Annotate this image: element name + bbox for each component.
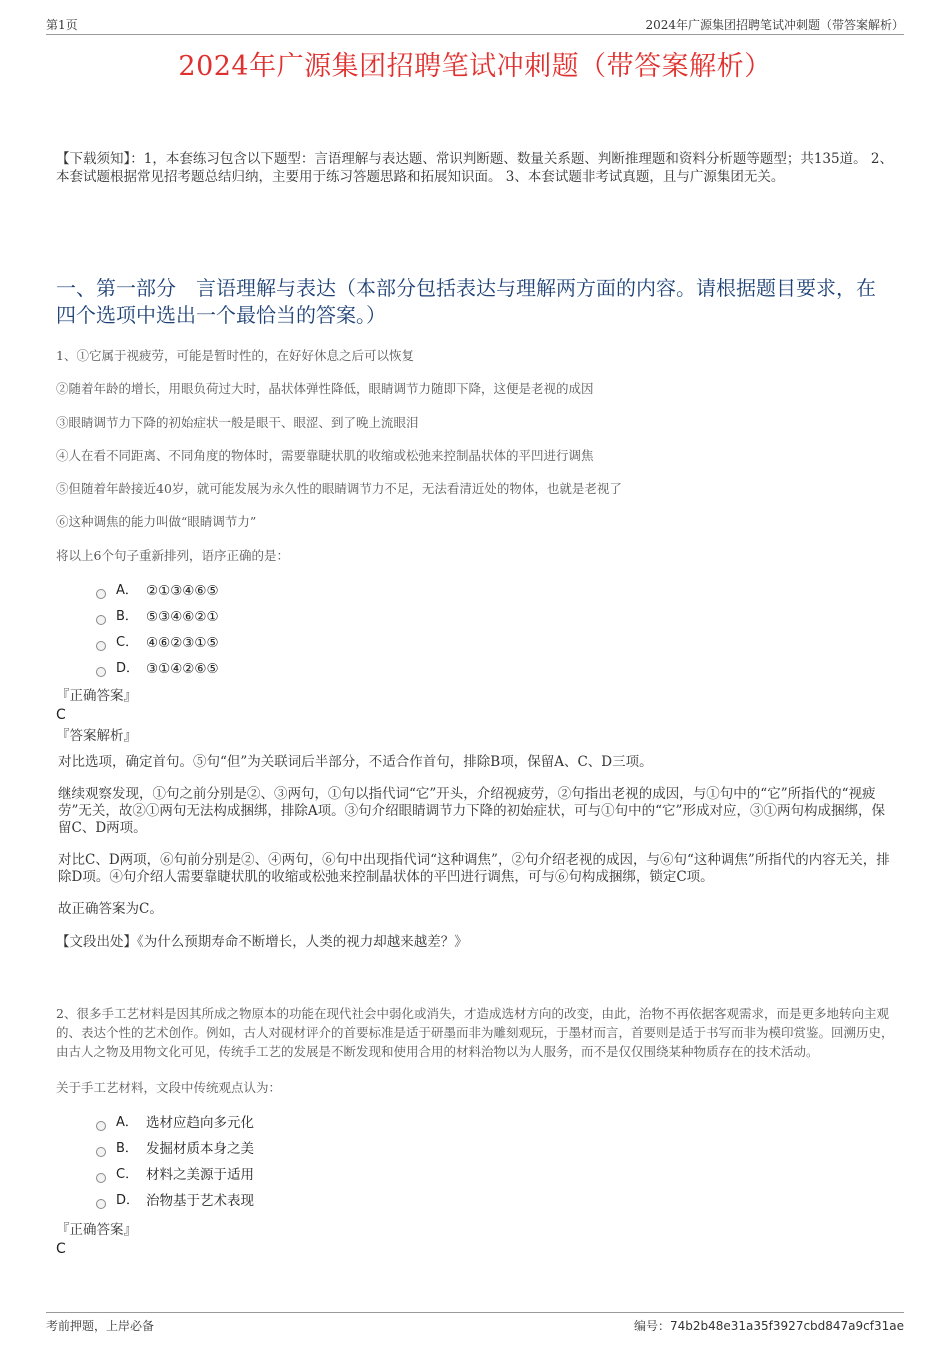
option-letter: B．: [116, 608, 138, 624]
option-text: 材料之美源于适用: [146, 1167, 254, 1183]
radio-button[interactable]: [96, 615, 106, 625]
answer-label: 『正确答案』: [56, 1222, 137, 1238]
question-1-line: ③眼睛调节力下降的初始症状一般是眼干、眼涩、到了晚上流眼泪: [56, 414, 419, 430]
option-letter: D．: [116, 660, 140, 676]
option-text: ②①③④⑥⑤: [146, 582, 219, 599]
section-title: 一、第一部分 言语理解与表达（本部分包括表达与理解两方面的内容。请根据题目要求，在四个选项中选出一个最恰当的答案。）: [56, 276, 876, 327]
option-text: 选材应趋向多元化: [146, 1115, 254, 1131]
option-a[interactable]: [96, 578, 894, 604]
option-d[interactable]: [96, 656, 894, 682]
footer-slogan: 考前押题，上岸必备: [46, 1319, 155, 1333]
option-letter: C．: [116, 634, 139, 650]
footer-code-label: 编号：: [633, 1319, 670, 1333]
question-2-options: [96, 1110, 894, 1214]
radio-button[interactable]: [96, 1199, 106, 1209]
question-2-passage: 2、很多手工艺材料是因其所成之物原本的功能在现代社会中弱化或消失，才造成选材方向的改变，由此，治物不再依据客观需求，而是更多地转向主观的、表达个性的艺术创作。例如，古人对砚材评介的首要标准是适于研墨而非为雕刻观玩，于墨材而言，首要则是适于书写而非为模印赏鉴。回溯历史，由古人之物及用物文化可见，传统手工艺的发展是不断发现和使用合用的材料治物以为人服务，而不是仅仅围绕某种物质存在的技术活动。: [56, 1006, 894, 1059]
answer-label: 『正确答案』: [56, 687, 137, 704]
question-2: [56, 1004, 894, 1258]
footer-code: [634, 1317, 904, 1334]
option-text: ⑤③④⑥②①: [146, 608, 219, 625]
option-letter: B．: [116, 1141, 138, 1156]
page-number: 第1页: [46, 18, 78, 32]
radio-button[interactable]: [96, 1147, 106, 1157]
answer-analysis: [58, 754, 894, 918]
document-title: 2024年广源集团招聘笔试冲刺题（带答案解析）: [178, 51, 772, 82]
option-c[interactable]: [96, 1162, 894, 1188]
option-letter: A．: [116, 582, 138, 598]
option-b[interactable]: [96, 604, 894, 630]
page-footer: [46, 1312, 904, 1335]
option-c[interactable]: [96, 630, 894, 656]
question-2-prompt: 关于手工艺材料，文段中传统观点认为：: [56, 1080, 282, 1095]
analysis-paragraph: 继续观察发现，①句之前分别是②、③两句，①句以指代词“它”开头，介绍视疲劳，②句指出老视的成因，与①句中的“它”所指代的“视疲劳”无关，故②①两句无法构成捆绑，排除A项。③句介绍眼睛调节力下降的初始症状，可与①句中的“它”形成对应，③①两句构成捆绑，保留C、D两项。: [58, 785, 885, 836]
answer-value: C: [56, 706, 66, 723]
option-letter: A．: [116, 1115, 138, 1130]
option-text: ④⑥②③①⑤: [146, 634, 219, 651]
header-doc-name: 2024年广源集团招聘笔试冲刺题（带答案解析）: [645, 18, 904, 32]
radio-button[interactable]: [96, 1121, 106, 1131]
analysis-label: 『答案解析』: [56, 727, 137, 744]
option-letter: C．: [116, 1167, 139, 1182]
option-d[interactable]: [96, 1188, 894, 1214]
download-notice: 【下载须知】：1，本套练习包含以下题型：言语理解与表达题、常识判断题、数量关系题、判断推理题和资料分析题等题型；共135道。 2、本套试题根据常见招考题总结归纳，主要用于练习答题思路和拓展知识面。 3、本套试题非考试真题，且与广源集团无关。: [56, 151, 893, 185]
analysis-paragraph: 对比C、D两项，⑥句前分别是②、④两句，⑥句中出现指代词“这种调焦”，②句介绍老视的成因，与⑥句“这种调焦”所指代的内容无关，排除D项。④句介绍人需要靠睫状肌的收缩或松弛来控制晶状体的平凹进行调焦，可与⑥句构成捆绑，锁定C项。: [58, 851, 890, 885]
question-1-line: ②随着年龄的增长，用眼负荷过大时，晶状体弹性降低，眼睛调节力随即下降，这便是老视的成因: [56, 381, 594, 397]
radio-button[interactable]: [96, 589, 106, 599]
radio-button[interactable]: [96, 641, 106, 651]
page-header: [46, 14, 904, 35]
question-1-line: ④人在看不同距离、不同角度的物体时，需要靠睫状肌的收缩或松弛来控制晶状体的平凹进行调焦: [56, 447, 594, 463]
question-1-prompt: 将以上6个句子重新排列，语序正确的是：: [56, 547, 289, 563]
question-1-line: 1、①它属于视疲劳，可能是暂时性的，在好好休息之后可以恢复: [56, 348, 414, 363]
question-1: [56, 348, 894, 951]
radio-button[interactable]: [96, 1173, 106, 1183]
analysis-paragraph: 故正确答案为C。: [58, 900, 163, 917]
question-1-options: [96, 578, 894, 682]
option-a[interactable]: [96, 1110, 894, 1136]
option-text: ③①④②⑥⑤: [146, 660, 219, 677]
option-letter: D．: [116, 1193, 140, 1208]
question-1-line: ⑤但随着年龄接近40岁，就可能发展为永久性的眼睛调节力不足，无法看清近处的物体，也就是老视了: [56, 481, 622, 497]
option-text: 治物基于艺术表现: [146, 1193, 254, 1209]
analysis-paragraph: 对比选项，确定首句。⑤句“但”为关联词后半部分，不适合作首句，排除B项，保留A、C、D三项。: [58, 753, 653, 770]
footer-code-value: 74b2b48e31a35f3927cbd847a9cf31ae: [670, 1319, 904, 1333]
option-text: 发掘材质本身之美: [146, 1141, 254, 1157]
answer-value: C: [56, 1241, 66, 1257]
option-b[interactable]: [96, 1136, 894, 1162]
question-1-line: ⑥这种调焦的能力叫做“眼睛调节力”: [56, 514, 257, 530]
passage-source: 【文段出处】《为什么预期寿命不断增长，人类的视力却越来越差？》: [56, 933, 468, 950]
radio-button[interactable]: [96, 667, 106, 677]
